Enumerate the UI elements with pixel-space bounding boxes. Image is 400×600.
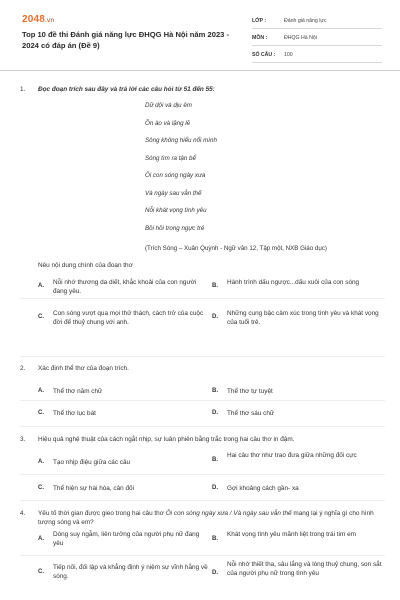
poem-line: Dữ dội và dịu êm bbox=[145, 102, 192, 109]
site-logo[interactable] bbox=[22, 14, 54, 25]
option-text: Khát vọng tình yêu mãnh liệt trong trái tim em bbox=[227, 531, 356, 538]
option-text: Những cung bậc cảm xúc trong tình yêu và khát vọng của tuổi trẻ. bbox=[227, 310, 379, 327]
option-text: Gợi khoảng cách gần- xa bbox=[227, 485, 299, 492]
option-text: Con sóng vượt qua mọi thử thách, cách trở của cuộc đời để thuỷ chung với anh. bbox=[53, 310, 204, 327]
option-label: B. bbox=[212, 283, 218, 289]
option-label: D. bbox=[212, 570, 218, 576]
poem-block bbox=[145, 102, 217, 242]
meta-key: LỚP : bbox=[252, 18, 267, 24]
meta-value: ĐHQG Hà Nội bbox=[284, 35, 317, 41]
question-divider bbox=[20, 500, 385, 501]
option-label: A. bbox=[38, 459, 44, 465]
option-text: Thể hiện sự hài hòa, cân đối bbox=[53, 485, 135, 492]
logo-main: 2048 bbox=[22, 14, 46, 25]
poem-line: Bồi hồi trong ngực trẻ bbox=[145, 224, 205, 232]
poem-source: (Trích Sóng – Xuân Quỳnh - Ngữ văn 12, Tập một, NXB Giáo dục) bbox=[145, 245, 327, 252]
poem-line: Sóng tìm ra tận bể bbox=[145, 154, 196, 162]
poem-line: Nỗi khát vọng tình yêu bbox=[145, 207, 207, 214]
option-text: Hành trình dấu ngược...dấu xuôi của con sóng bbox=[227, 279, 360, 286]
option-divider bbox=[20, 555, 385, 556]
header-divider bbox=[0, 70, 400, 71]
option-label: D. bbox=[212, 485, 218, 491]
question-text-part: Yếu tố thời gian được gieo trong hai câu thơ bbox=[38, 510, 166, 517]
meta-row-count bbox=[252, 48, 382, 63]
option-text: Nỗi nhớ thiết tha, sâu lắng và lòng thuỷ chung, son sắt của người phụ nữ trong tình yêu bbox=[227, 561, 382, 578]
question-text-part: mang lại ý nghĩa gì cho hình tượng sóng và em? bbox=[38, 510, 374, 526]
question-divider bbox=[20, 356, 385, 357]
meta-key: SỐ CÂU : bbox=[252, 52, 276, 58]
meta-row-class bbox=[252, 14, 382, 29]
logo-suffix: .vn bbox=[45, 18, 55, 24]
option-label: B. bbox=[212, 388, 218, 394]
option-divider bbox=[20, 474, 385, 475]
meta-table bbox=[252, 14, 382, 65]
option-label: A. bbox=[38, 388, 44, 394]
option-label: A. bbox=[38, 536, 44, 542]
option-text: Tiếp nối, đối lập và khẳng định ý niệm sự vĩnh hằng về sóng. bbox=[53, 564, 208, 581]
question-text: Xác định thể thơ của đoạn trích. bbox=[38, 365, 129, 372]
page-title: Top 10 đề thi Đánh giá năng lực ĐHQG Hà Nội năm 2023 - 2024 có đáp án (Đề 9) bbox=[22, 30, 230, 50]
option-text: Hai câu thơ như trao đưa giữa những đối cực bbox=[227, 452, 357, 459]
question-text-quote: Ôi con sóng ngày xưa / Và ngày sau vẫn thế bbox=[165, 510, 292, 517]
option-text: Thể thơ tự tuyệt bbox=[227, 388, 273, 395]
poem-line: Ồn ào và lặng lẽ bbox=[145, 119, 191, 127]
question-text bbox=[38, 510, 383, 527]
question-number: 2. bbox=[20, 365, 26, 372]
option-text: Nỗi nhớ thương da diết, khắc khoải của con người đang yêu. bbox=[53, 279, 197, 296]
poem-line: Sông không hiểu nổi mình bbox=[145, 137, 217, 144]
poem-line: Và ngày sau vẫn thế bbox=[145, 189, 202, 197]
option-label: C. bbox=[38, 314, 44, 320]
meta-key: MÔN : bbox=[252, 35, 268, 41]
meta-row-subject bbox=[252, 31, 382, 46]
option-label: D. bbox=[212, 314, 218, 320]
question-prompt: Nêu nội dung chính của đoạn thơ bbox=[38, 262, 133, 269]
option-divider bbox=[20, 298, 385, 299]
header bbox=[0, 0, 400, 66]
option-text: Thể thơ năm chữ bbox=[53, 388, 103, 395]
meta-value: 100 bbox=[284, 52, 293, 58]
question-number: 1. bbox=[20, 86, 26, 93]
option-label: C. bbox=[38, 569, 44, 575]
option-label: B. bbox=[212, 536, 218, 542]
question-intro: Đọc đoạn trích sau đây và trả lời các câu hỏi từ 51 đến 55: bbox=[38, 86, 215, 93]
question-divider bbox=[20, 426, 385, 427]
option-label: A. bbox=[38, 283, 44, 289]
poem-line: Ôi con sóng ngày xưa bbox=[145, 172, 206, 179]
meta-value: Đánh giá năng lực bbox=[284, 18, 327, 24]
option-divider bbox=[20, 400, 385, 401]
option-label: D. bbox=[212, 410, 218, 416]
option-text: Thể thơ sáu chữ bbox=[227, 410, 275, 417]
question-text: Hiệu quả nghệ thuật của cách ngắt nhịp, sự luân phiên bằng trắc trong hai câu thơ in đậm. bbox=[38, 436, 295, 443]
option-label: B. bbox=[212, 457, 218, 463]
option-label: C. bbox=[38, 410, 44, 416]
option-text: Dòng suy ngẫm, liên tưởng của người phụ nữ đang yêu bbox=[53, 531, 200, 548]
option-label: C. bbox=[38, 485, 44, 491]
option-text: Tạo nhịp điệu giữa các câu bbox=[53, 459, 131, 466]
question-number: 4. bbox=[20, 510, 26, 517]
option-text: Thể thơ lục bát bbox=[53, 410, 96, 417]
question-number: 3. bbox=[20, 436, 26, 443]
